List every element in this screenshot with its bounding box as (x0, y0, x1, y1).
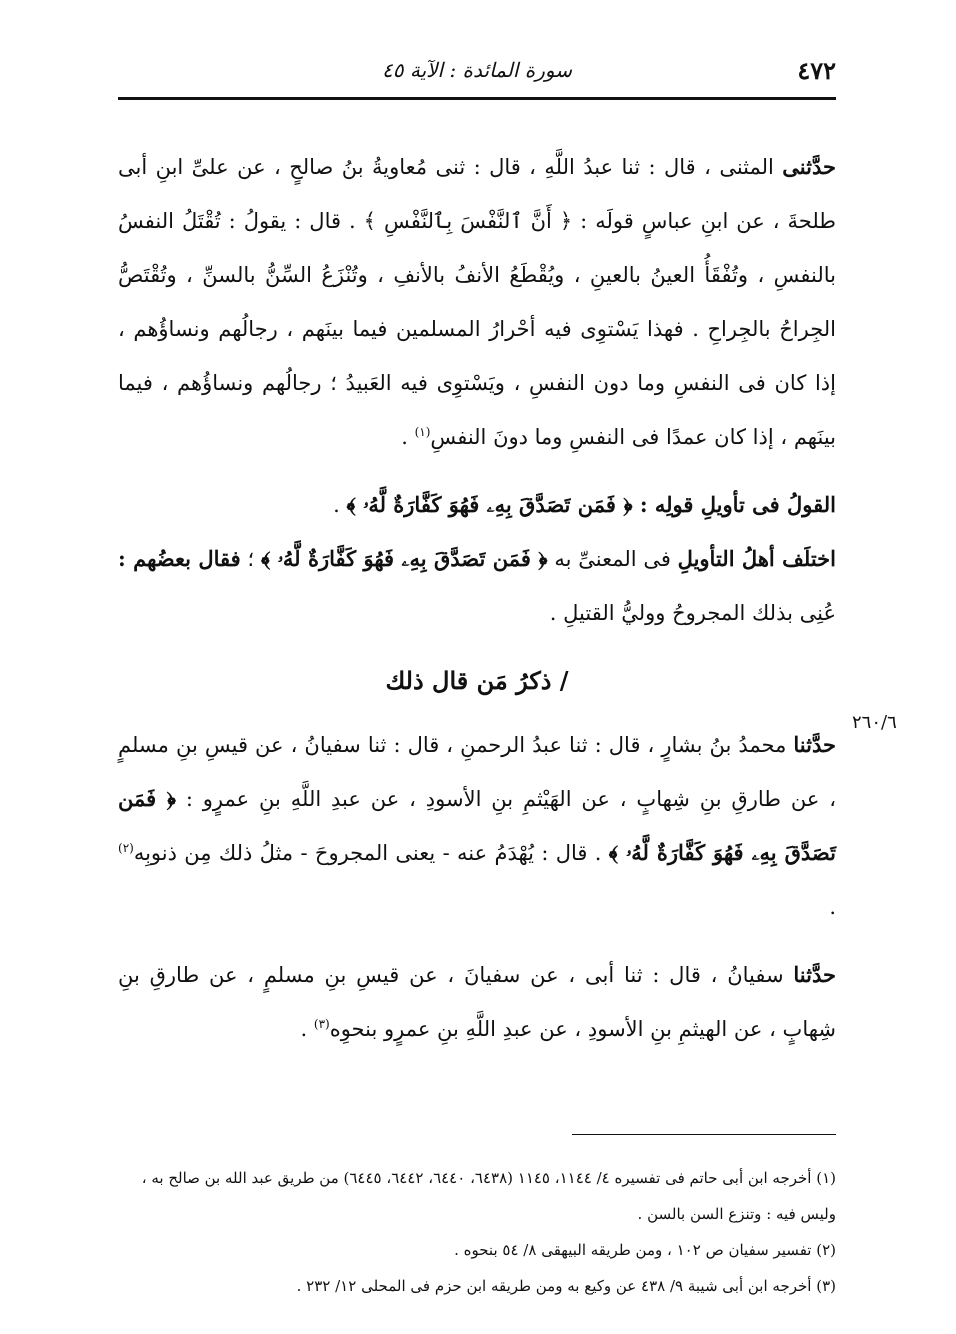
paragraph-1 (118, 140, 836, 464)
paragraph-3-lead: اختلَف أهلُ التأويلِ (677, 546, 836, 571)
quran-verse-2: ﴿ فَمَن تَصَدَّقَ بِهِۦ فَهُوَ كَفَّارَةٌ لَّهُۥ ﴾ (346, 492, 640, 517)
paragraph-4-text: محمدُ بنُ بشارٍ ، قال : ثنا عبدُ الرحمنِ ، قال : ثنا سفيانُ ، عن قيسِ بنِ مسلمٍ ، عن طارقِ بنِ شِهابٍ ، عن الهَيْثمِ بنِ الأسودِ ، عن عبدِ اللَّهِ بنِ عمرٍو : (118, 733, 836, 811)
paragraph-2 (118, 478, 836, 532)
paragraph-3 (118, 532, 836, 640)
section-heading: / ذكرُ مَن قال ذلك (385, 666, 569, 695)
footnote-rule (572, 1134, 836, 1135)
paragraph-4-rest: . قال : يُهْدَمُ عنه - يعنى المجروحَ - مثلُ ذلك مِن ذنوبِه (133, 841, 609, 865)
header-rule (118, 97, 836, 100)
running-title: سورة المائدة : الآية ٤٥ (382, 58, 572, 82)
paragraph-4-lead: حدَّثنا (793, 732, 836, 757)
paragraph-5-end: . (300, 1017, 314, 1041)
margin-reference: ٢٦٠/٦ (852, 712, 897, 733)
quran-verse-4: ﴿ فَمَن تَصَدَّقَ بِهِۦ فَهُوَ كَفَّارَةٌ لَّهُۥ ﴾ (118, 786, 836, 865)
paragraph-3-lead-2: فقال بعضُهم : (118, 546, 241, 571)
paragraph-3-mid: ؛ (240, 547, 261, 571)
paragraph-1-lead: حدَّثنى (782, 154, 836, 179)
page-header (118, 52, 836, 100)
paragraph-2-lead: القولُ فى تأويلِ قولِه : (639, 492, 836, 517)
footnote-ref-3[interactable]: (٣) (313, 1017, 330, 1031)
page-number: ٤٧٢ (797, 56, 836, 85)
footnote-3: (٣) أخرجه ابن أبى شيبة ٩/ ٤٣٨ عن وكيع به ومن طريقه ابن حزم فى المحلى ١٢/ ٢٣٢ . (296, 1277, 836, 1295)
paragraph-1-text: المثنى ، قال : ثنا عبدُ اللَّهِ ، قال : ثنى مُعاويةُ بنُ صالحٍ ، عن علىِّ ابنِ أبى طلحةَ ، عن ابنِ عباسٍ قولَه : (118, 155, 837, 233)
paragraph-3-rest: عُنِى بذلك المجروحُ ووليُّ القتيلِ . (549, 601, 836, 625)
paragraph-5 (118, 948, 836, 1056)
paragraph-1-rest: . قال : يقولُ : تُقْتَلُ النفسُ بالنفسِ ، وتُفْقَأُ العينُ بالعينِ ، ويُقْطَعُ الأنفُ بالأنفِ ، وتُنْزَعُ السِّنُّ بالسنِّ ، وتُقْتَصُّ الجِراحُ بالجِراحِ . فهذا يَسْتوِى فيه أحْرارُ المسلمين فيما بينَهم ، رجالُهم ونساؤُهم ، إذا كان فى النفسِ وما دون النفسِ ، ويَسْتوِى فيه العَبيدُ ؛ رجالُهم ونساؤُهم ، فيما بينَهم ، إذا كان عمدًا فى النفسِ وما دونَ النفسِ (118, 209, 836, 449)
quran-verse-3: ﴿ فَمَن تَصَدَّقَ بِهِۦ فَهُوَ كَفَّارَةٌ لَّهُۥ ﴾ (260, 546, 548, 571)
paragraph-1-end: . (401, 425, 415, 449)
paragraph-5-text: سفيانُ ، قال : ثنا أبى ، عن سفيانَ ، عن قيسِ بنِ مسلمٍ ، عن طارقِ بنِ شِهابٍ ، عن الهيثمِ بنِ الأسودِ ، عن عبدِ اللَّهِ بنِ عمرٍو بنحوِه (118, 963, 836, 1041)
footnote-2: (٢) تفسير سفيان ص ١٠٢ ، ومن طريقه البيهقى ٨/ ٥٤ بنحوه . (454, 1241, 836, 1259)
body-text (118, 140, 836, 1056)
paragraph-4 (118, 718, 836, 934)
footnote-ref-2[interactable]: (٢) (118, 841, 134, 855)
paragraph-3-text: فى المعنىِّ به (547, 547, 678, 571)
quran-verse-1: ﴿ أَنَّ ٱلنَّفْسَ بِٱلنَّفْسِ ﴾ (363, 209, 573, 233)
footnote-1: (١) أخرجه ابن أبى حاتم فى تفسيره ٤/ ١١٤٤، ١١٤٥ (٦٤٣٨، ٦٤٤٠، ٦٤٤٢، ٦٤٤٥) من طريق عبد الله بن صالح به ، وليس فيه : وتنزع السن بالسن . (141, 1169, 836, 1223)
footnotes (118, 1160, 836, 1304)
paragraph-4-end: . (829, 895, 836, 919)
paragraph-2-end: . (333, 493, 347, 517)
footnote-ref-1[interactable]: (١) (414, 425, 431, 439)
paragraph-5-lead: حدَّثنا (793, 962, 836, 987)
